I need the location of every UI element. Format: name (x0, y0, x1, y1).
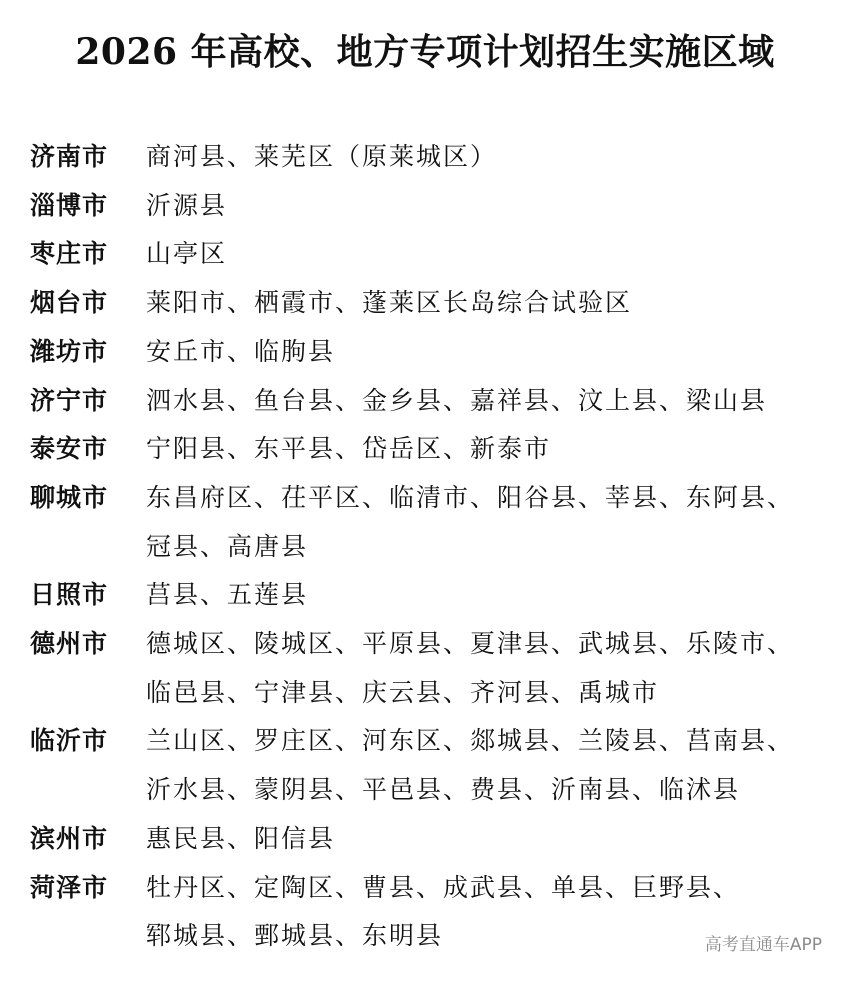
region-row (30, 620, 840, 717)
city-name: 聊城市 (30, 482, 109, 512)
area-line: 商河县、莱芜区（原莱城区） (146, 142, 498, 171)
city-name: 泰安市 (30, 434, 109, 464)
area-line: 莱阳市、栖霞市、蓬莱区长岛综合试验区 (146, 288, 633, 318)
area-line: 安丘市、临朐县 (146, 336, 336, 366)
page-title: 2026 年高校、地方专项计划招生实施区域 (75, 31, 775, 73)
area-list (146, 377, 836, 426)
city-name: 滨州市 (30, 823, 109, 853)
area-line: 莒县、五莲县 (146, 580, 309, 610)
region-row (30, 377, 840, 426)
region-row (30, 571, 840, 620)
city-name: 日照市 (30, 580, 109, 610)
region-row (30, 474, 840, 571)
region-list (30, 133, 840, 961)
area-line: 沂水县、蒙阴县、平邑县、费县、沂南县、临沭县 (146, 775, 741, 805)
area-line: 兰山区、罗庄区、河东区、郯城县、兰陵县、莒南县、 (146, 726, 795, 756)
area-line: 牡丹区、定陶区、曹县、成武县、单县、巨野县、 (146, 872, 741, 902)
area-line: 沂源县 (146, 190, 228, 220)
region-row (30, 815, 840, 864)
city-name: 临沂市 (30, 726, 109, 756)
city-name: 淄博市 (30, 190, 109, 220)
area-line: 东昌府区、茌平区、临清市、阳谷县、莘县、东阿县、 (146, 482, 795, 512)
area-line: 郓城县、鄄城县、东明县 (146, 921, 444, 951)
area-list (146, 717, 836, 814)
city-name: 济南市 (30, 142, 109, 171)
area-line: 惠民县、阳信县 (146, 823, 336, 853)
area-list (146, 425, 836, 474)
area-list (146, 620, 836, 717)
area-list (146, 571, 836, 620)
area-line: 冠县、高唐县 (146, 531, 309, 561)
region-row (30, 717, 840, 814)
region-row (30, 133, 840, 182)
region-row (30, 328, 840, 377)
area-list (146, 182, 836, 231)
area-list (146, 474, 836, 571)
city-name: 德州市 (30, 629, 109, 659)
area-list (146, 230, 836, 279)
city-name: 潍坊市 (30, 336, 109, 366)
area-list (146, 133, 836, 182)
area-line: 临邑县、宁津县、庆云县、齐河县、禹城市 (146, 677, 660, 707)
watermark: 高考直通车APP (704, 935, 822, 955)
city-name: 枣庄市 (30, 239, 109, 269)
area-line: 泗水县、鱼台县、金乡县、嘉祥县、汶上县、梁山县 (146, 385, 768, 415)
area-list (146, 328, 836, 377)
city-name: 菏泽市 (30, 872, 109, 902)
region-row (30, 279, 840, 328)
region-row (30, 230, 840, 279)
area-list (146, 279, 836, 328)
region-row (30, 182, 840, 231)
area-list (146, 815, 836, 864)
city-name: 济宁市 (30, 385, 109, 415)
area-line: 宁阳县、东平县、岱岳区、新泰市 (146, 434, 552, 464)
area-line: 山亭区 (146, 239, 228, 269)
area-line: 德城区、陵城区、平原县、夏津县、武城县、乐陵市、 (146, 629, 795, 659)
city-name: 烟台市 (30, 288, 109, 318)
region-row (30, 425, 840, 474)
